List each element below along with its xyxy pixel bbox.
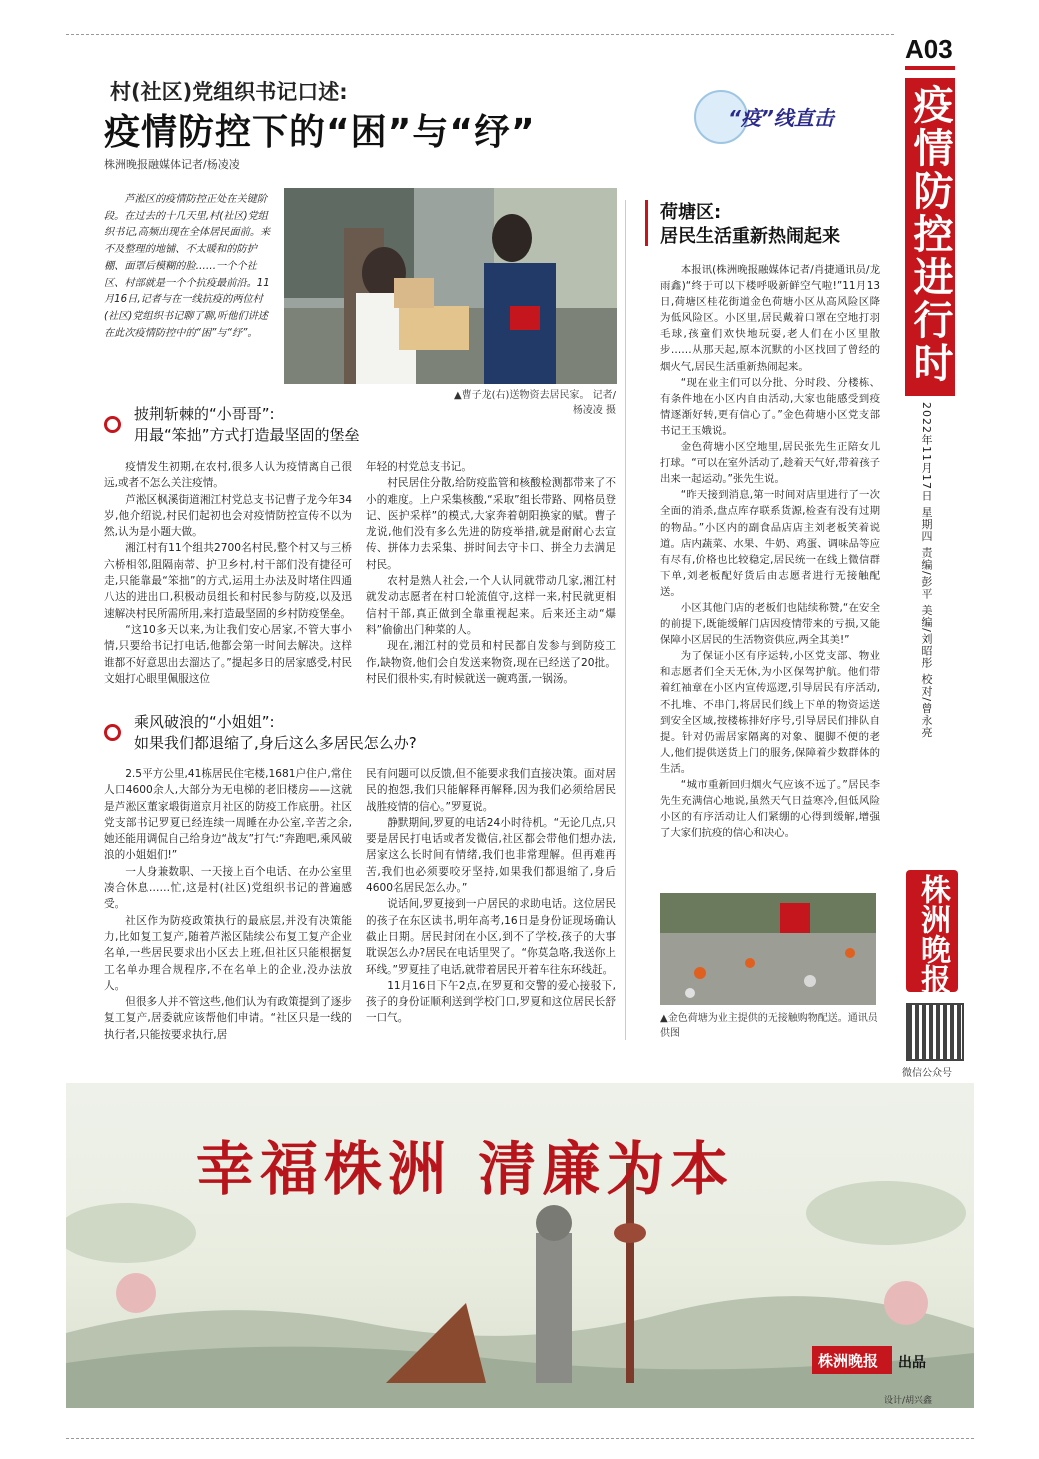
top-rule	[66, 34, 894, 35]
right-headline-line1: 荷塘区:	[660, 202, 722, 223]
paragraph: 疫情发生初期,在农村,很多人认为疫情离自己很远,或者不怎么关注疫情。	[104, 461, 352, 490]
paragraph: 11月16日下午2点,在罗夏和交警的爱心接驳下,孩子的身份证顺利送到学校门口,罗夏和这位居民长舒一口气。	[366, 979, 616, 1025]
photo-caption-2: ▲金色荷塘为业主提供的无接触购物配送。通讯员供图	[660, 1013, 878, 1039]
paragraph: 民有问题可以反馈,但不能要求我们直接决策。面对居民的抱怨,我们只能解释再解释,因为我们必须给居民战胜疫情的信心。”罗夏说。	[366, 768, 616, 813]
paragraph: 说话间,罗夏接到一户居民的求助电话。这位居民的孩子在东区读书,明年高考,16日是身份证现场确认截止日期。居民封闭在小区,到不了学校,孩子的大事耽误怎么办?居民在电话里哭了。“你莫急咯,我送你上环线。”罗夏挂了电话,就带着居民开着车往东环线赶。	[366, 898, 616, 976]
paragraph: 金色荷塘小区空地里,居民张先生正陪女儿打球。“可以在室外活动了,趁着天气好,带着孩子出来一起运动。”张先生说。	[660, 441, 880, 486]
section1-column-1	[104, 459, 352, 687]
section-title: 疫情防控进行时	[907, 84, 954, 385]
paragraph: 村民居住分散,给防疫监管和核酸检测都带来了不小的难度。上户采集核酸,“采取”组长带路、网格员登记、医护采样”的模式,大家奔着朝阳换家的赋。曹子龙说,他们没有多么先进的防疫举措,就是耐耐心去宣传、拼体力去采集、拼时间去守卡口、拼全力去满足村民。	[366, 477, 616, 571]
paragraph: 静默期间,罗夏的电话24小时待机。“无论几点,只要是居民打电话或者发微信,社区都会带他们想办法,居家这么长时间有情绪,我们也非常理解。但再难再苦,我们也必须要咬牙坚持,如果我们都退缩了,身后4600名居民怎么办。”	[366, 816, 616, 895]
paragraph: 2.5平方公里,41栋居民住宅楼,1681户住户,常住人口4600余人,大部分为无电梯的老旧楼房——这就是芦淞区董家塅街道京月社区的防疫工作底册。社区党支部书记罗夏已经连续一周睡在办公室,辛苦之余,她还能用调侃自己给身边“战友”打气:“奔跑吧,乘风破浪的小姐姐们!”	[104, 768, 352, 862]
paragraph: 但很多人并不管这些,他们认为有政策提到了逐步复工复产,居委就应该帮他们申请。“社区只是一线的执行者,只能按要求执行,居	[104, 996, 352, 1041]
article-headline: 疫情防控下的“困”与“纾”	[104, 112, 536, 153]
banner-credit-logo: 株洲晚报	[818, 1352, 879, 1370]
paragraph: “城市重新回归烟火气应该不远了。”居民李先生充满信心地说,虽然天气日益寒冷,但低风险小区的有序活动让人们紧绷的心得到缓解,增强了大家们抗疫的信心和决心。	[660, 779, 880, 840]
banner-design-credit: 设计/胡兴鑫	[884, 1396, 933, 1406]
subhead-bullet-icon	[104, 416, 121, 433]
paragraph: “现在业主们可以分批、分时段、分楼栋、有条件地在小区内自由活动,大家也能感受到疫情逐渐好转,更有信心了。”金色荷塘小区党支部书记王玉娥说。	[660, 376, 880, 437]
news-photo-delivery	[284, 188, 617, 384]
paragraph: 农村是熟人社会,一个人认同就带动几家,湘江村就发动志愿者在村口轮流值守,这样一来,村民就更相信村干部,真正做到全靠重视起来。后来还主动“爆料”偷偷出门种菜的人。	[366, 575, 616, 636]
section2-column-1	[104, 766, 352, 1043]
paragraph: 小区其他门店的老板们也陆续称赞,“在安全的前提下,既能缓解门店因疫情带来的亏损,又能保障小区居民的生活物资供应,两全其美!”	[660, 601, 880, 647]
qr-caption: 微信公众号	[902, 1068, 952, 1079]
column-stamp	[684, 88, 860, 146]
column-divider	[625, 200, 626, 1040]
banner-credit-suffix: 出品	[898, 1355, 926, 1371]
photo-caption-1: ▲曹子龙(右)送物资去居民家。 记者/杨凌凌 摄	[453, 390, 616, 416]
banner-title: 幸福株洲 清廉为本	[196, 1135, 735, 1203]
newspaper-logo: 株洲晚报	[915, 874, 950, 994]
section1-column-2	[366, 459, 616, 687]
qr-code[interactable]	[906, 1003, 964, 1061]
subhead-2-line2: 如果我们都退缩了,身后这么多居民怎么办?	[134, 734, 417, 752]
right-article-body	[660, 262, 880, 841]
paragraph: 现在,湘江村的党员和村民都自发参与到防疫工作,缺物资,他们会自发送来物资,现在已经送了20批。村民们很朴实,有时候就送一碗鸡蛋,一锅汤。	[366, 640, 616, 685]
dateline: 2022年11月17日 星期四 责编/彭平 美编/刘昭彤 校对/曾永亮	[920, 402, 933, 739]
subhead-2-line1: 乘风破浪的“小姐姐”:	[134, 713, 275, 731]
paragraph: “昨天接到消息,第一时间对店里进行了一次全面的消杀,盘点库存联系货源,检查有没有过期的物品。”小区内的副食品店店主刘老板笑着说道。店内蔬菜、水果、牛奶、鸡蛋、调味品等应有尽有,价格也比较稳定,居民统一在线上微信群下单,刘老板配好货后由志愿者进行无接触配送。	[660, 489, 880, 598]
section2-column-2	[366, 766, 616, 1027]
paragraph: 社区作为防疫政策执行的最底层,并没有决策能力,比如复工复产,随着芦淞区陆续公布复工复产企业名单,一些居民要求出小区去上班,但社区只能根据复工名单办理合规程序,不在名单上的企业,没办法放人。	[104, 914, 352, 992]
page-number-bar	[905, 66, 955, 70]
paragraph: 年轻的村党总支书记。	[366, 461, 472, 473]
intro-paragraph: 芦淞区的疫情防控正处在关键阶段。在过去的十几天里,村(社区)党组织书记,高频出现在全体居民面前。来不及整理的地铺、不太暖和的防护棚、面罩后模糊的脸……一个个社区、村部就是一个个抗疫最前沿。11月16日,记者与在一线抗疫的两位村(社区)党组织书记聊了聊,听他们讲述在此次疫情防控中的“困”与“纾”。	[104, 194, 271, 339]
paragraph: “这10多天以来,为让我们安心居家,不管大事小情,只要给书记打电话,他都会第一时间去解决。这样谁都不好意思出去溜达了。”提起多日的居家感受,村民文姐打心眼里佩服这位	[104, 623, 352, 685]
paragraph: 芦淞区枫溪街道湘江村党总支书记曹子龙今年34岁,他介绍说,村民们起初也会对疫情防控宣传不以为然,认为是小题大做。	[104, 493, 352, 539]
article-kicker: 村(社区)党组织书记口述:	[110, 80, 348, 104]
subhead-1-line2: 用最“笨拙”方式打造最坚固的堡垒	[134, 426, 360, 444]
paragraph: 一人身兼数职、一天接上百个电话、在办公室里凑合休息……忙,这是村(社区)党组织书记的普遍感受。	[104, 865, 352, 911]
paragraph: 湘江村有11个组共2700名村民,整个村又与三桥六桥相邻,阻隔南蒂、护卫乡村,村干部们没有捷径可走,只能靠最“笨拙”的方式,运用土办法及时堵住四通八达的进出口,积极动员组长和村民参与防疫,以及迅速解决村民所需所用,来打造最坚固的乡村防疫堡垒。	[104, 542, 352, 620]
page-number: A03	[905, 34, 953, 64]
right-headline-line2: 居民生活重新热闹起来	[660, 226, 840, 247]
news-photo-pickup-area	[660, 893, 876, 1005]
paragraph: 本报讯(株洲晚报融媒体记者/肖捷通讯员/龙雨鑫)“终于可以下楼呼吸新鲜空气啦!”11月13日,荷塘区桂花街道金色荷塘小区从高风险区降为低风险区。小区里,居民戴着口罩在空地打羽毛球,孩童们欢快地玩耍,老人们在小区里散步……从那天起,原本沉默的小区找回了曾经的烟火气,居民生活重新热闹起来。	[660, 264, 880, 373]
paragraph: 为了保证小区有序运转,小区党支部、物业和志愿者们全天无休,为小区保驾护航。他们带着红袖章在小区内宣传巡逻,引导居民有序活动,不扎堆、不串门,将居民们线上下单的物资运送到安全区域,按楼栋排好序号,引导居民们排队自提。针对仍需居家隔离的对象、腿脚不便的老人,他们提供送货上门的服务,保障着少数群体的生活。	[660, 650, 880, 775]
bottom-rule	[66, 1438, 974, 1439]
subhead-bullet-icon	[104, 724, 121, 741]
stamp-text: “疫”线直击	[728, 106, 834, 130]
right-headline-bar	[645, 200, 648, 246]
byline: 株洲晚报融媒体记者/杨凌凌	[104, 158, 240, 171]
subhead-1-line1: 披荆斩棘的“小哥哥”:	[134, 405, 275, 423]
